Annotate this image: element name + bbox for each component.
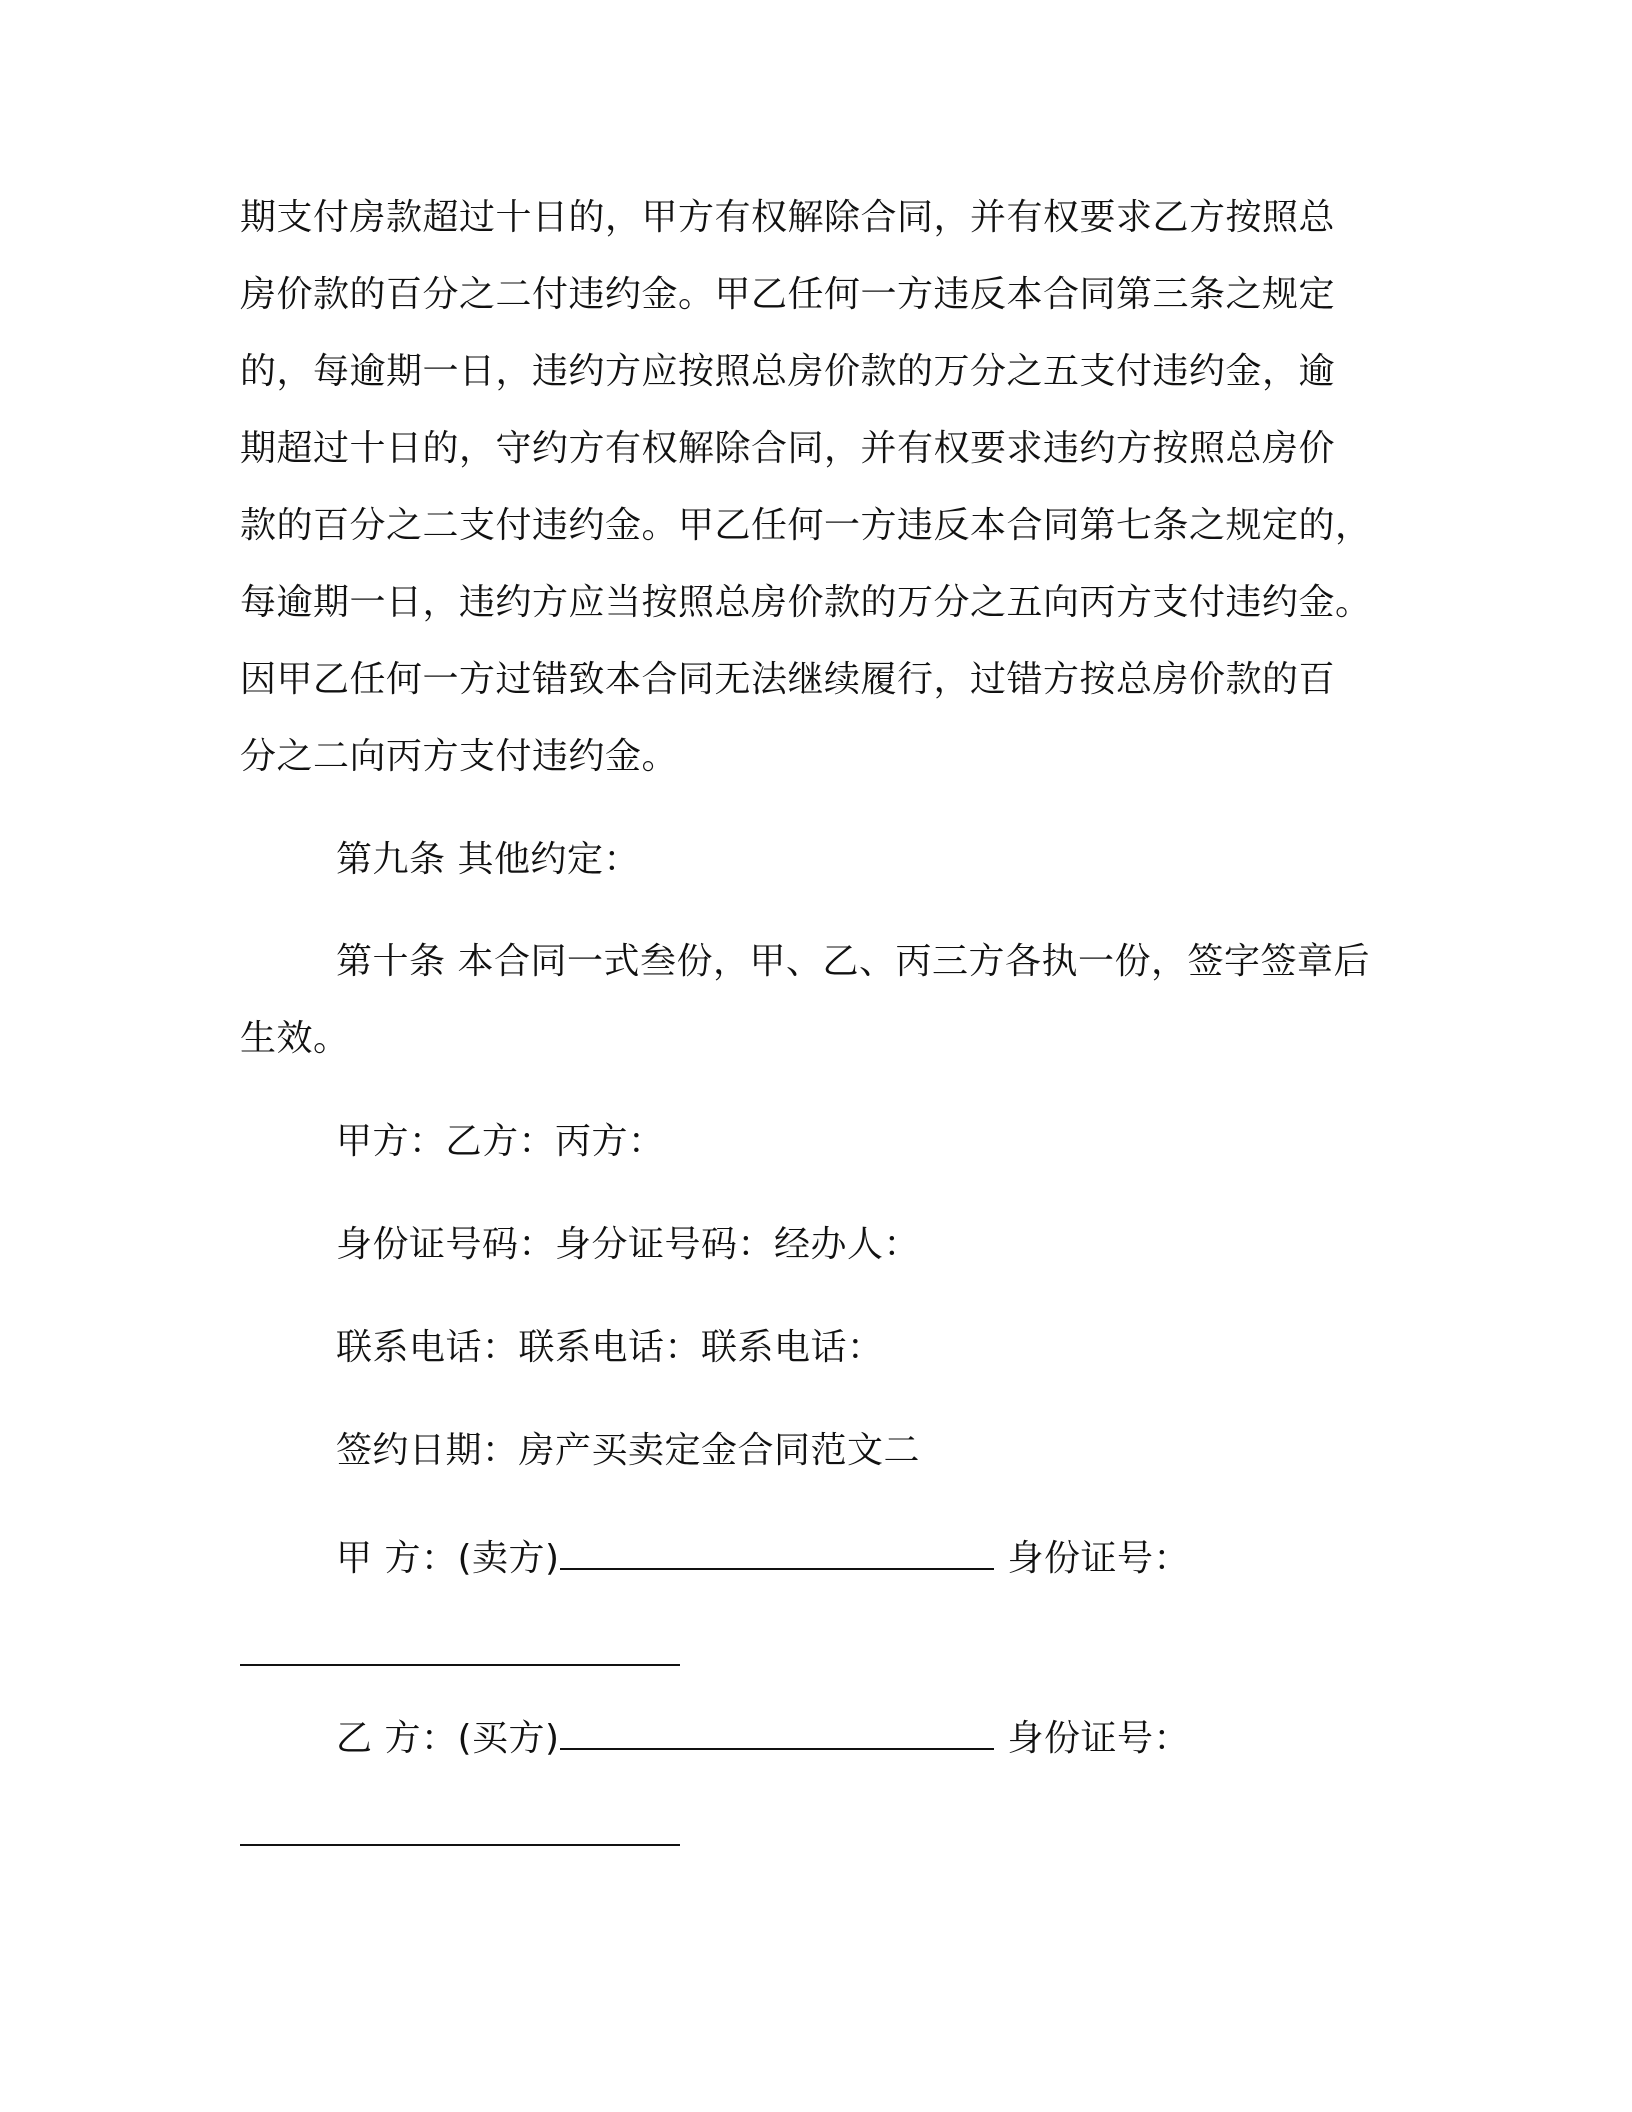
parties-line: 甲方：乙方：丙方： — [336, 1121, 665, 1162]
article-9: 第九条 其他约定： — [336, 839, 640, 880]
body-line-7: 因甲乙任何一方过错致本合同无法继续履行，过错方按总房价款的百 — [240, 659, 1336, 700]
party-b-label: 乙 方：(买方) — [336, 1718, 560, 1759]
body-line-3: 的，每逾期一日，违约方应按照总房价款的万分之五支付违约金，逾 — [240, 351, 1336, 392]
party-a-id-label: 身份证号： — [1007, 1538, 1191, 1579]
body-line-8: 分之二向丙方支付违约金。 — [240, 736, 679, 777]
party-a-id-blank — [240, 1664, 680, 1666]
party-a-name-blank — [560, 1532, 994, 1570]
body-line-4: 期超过十日的，守约方有权解除合同，并有权要求违约方按照总房价 — [240, 428, 1336, 469]
body-line-1: 期支付房款超过十日的，甲方有权解除合同，并有权要求乙方按照总 — [240, 197, 1336, 238]
party-a-row — [336, 1532, 1190, 1581]
article-10-line-1: 第十条 本合同一式叁份，甲、乙、丙三方各执一份，签字签章后 — [336, 941, 1370, 982]
body-line-2: 房价款的百分之二付违约金。甲乙任何一方违反本合同第三条之规定 — [240, 274, 1336, 315]
party-b-row — [336, 1712, 1190, 1761]
party-b-id-label: 身份证号： — [1007, 1718, 1191, 1759]
id-numbers-line: 身份证号码：身分证号码：经办人： — [336, 1224, 921, 1265]
party-b-id-blank — [240, 1844, 680, 1846]
party-b-name-blank — [560, 1712, 994, 1750]
body-line-6: 每逾期一日，违约方应当按照总房价款的万分之五向丙方支付违约金。 — [240, 582, 1372, 623]
article-10-line-2: 生效。 — [240, 1018, 350, 1059]
phones-line: 联系电话：联系电话：联系电话： — [336, 1327, 884, 1368]
party-a-label: 甲 方：(卖方) — [336, 1538, 560, 1579]
sign-date-line: 签约日期：房产买卖定金合同范文二 — [336, 1430, 921, 1471]
body-line-5: 款的百分之二支付违约金。甲乙任何一方违反本合同第七条之规定的， — [240, 505, 1372, 546]
